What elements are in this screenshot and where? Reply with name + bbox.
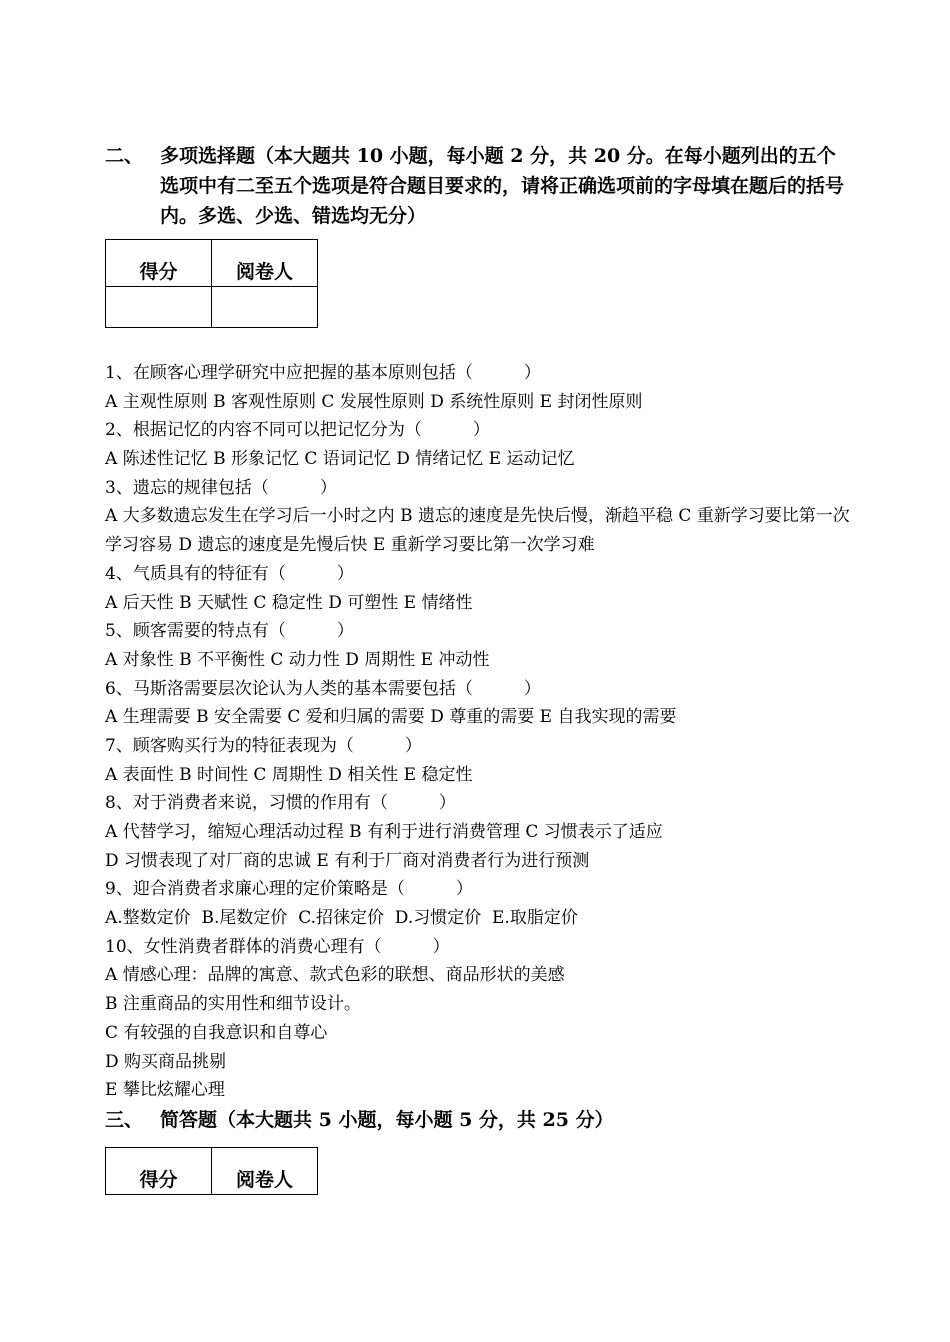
question-3: 3、遗忘的规律包括（ ） [105, 477, 337, 498]
question-7-options: A 表面性 B 时间性 C 周期性 D 相关性 E 稳定性 [105, 764, 473, 785]
reviewer-cell [212, 287, 318, 328]
question-4: 4、气质具有的特征有（ ） [105, 563, 354, 584]
question-6: 6、马斯洛需要层次论认为人类的基本需要包括（ ） [105, 678, 541, 699]
question-10-option-c: C 有较强的自我意识和自尊心 [105, 1022, 328, 1043]
section-2-number: 二、 [105, 145, 144, 167]
question-10-option-e: E 攀比炫耀心理 [105, 1080, 225, 1101]
score-label: 得分 [106, 240, 212, 287]
question-10-option-b: B 注重商品的实用性和细节设计。 [105, 994, 361, 1015]
reviewer-label: 阅卷人 [212, 1148, 318, 1195]
question-9-options: A.整数定价 B.尾数定价 C.招徕定价 D.习惯定价 E.取脂定价 [105, 908, 578, 929]
question-7: 7、顾客购买行为的特征表现为（ ） [105, 735, 422, 756]
question-9: 9、迎合消费者求廉心理的定价策略是（ ） [105, 879, 473, 900]
question-8-options-line-2: D 习惯表现了对厂商的忠诚 E 有利于厂商对消费者行为进行预测 [105, 850, 590, 871]
score-table-section-2 [105, 239, 318, 328]
question-10-option-d: D 购买商品挑剔 [105, 1051, 227, 1072]
question-5-options: A 对象性 B 不平衡性 C 动力性 D 周期性 E 冲动性 [105, 649, 490, 670]
question-3-options: A 大多数遗忘发生在学习后一小时之内 B 遗忘的速度是先快后慢，渐趋平稳 C 重新学习要比第一次学习容易 D 遗忘的速度是先慢后快 E 重新学习要比第一次学习难 [105, 506, 850, 556]
question-2-options: A 陈述性记忆 B 形象记忆 C 语词记忆 D 情绪记忆 E 运动记忆 [105, 449, 575, 470]
question-1: 1、在顾客心理学研究中应把握的基本原则包括（ ） [105, 363, 541, 383]
section-2-heading [105, 141, 850, 231]
question-6-options: A 生理需要 B 安全需要 C 爱和归属的需要 D 尊重的需要 E 自我实现的需要 [105, 707, 677, 728]
question-8-options-line-1: A 代替学习，缩短心理活动过程 B 有利于进行消费管理 C 习惯表示了适应 [105, 822, 663, 843]
question-10-option-a: A 情感心理：品牌的寓意、款式色彩的联想、商品形状的美感 [105, 965, 565, 986]
score-table-section-3 [105, 1147, 318, 1195]
question-5: 5、顾客需要的特点有（ ） [105, 621, 354, 642]
question-2: 2、根据记忆的内容不同可以把记忆分为（ ） [105, 420, 490, 441]
question-8: 8、对于消费者来说，习惯的作用有（ ） [105, 793, 456, 814]
question-4-options: A 后天性 B 天赋性 C 稳定性 D 可塑性 E 情绪性 [105, 592, 473, 613]
reviewer-label: 阅卷人 [212, 240, 318, 287]
section-2-instructions: 多项选择题（本大题共 10 小题，每小题 2 分，共 20 分。在每小题列出的五个选项中有二至五个选项是符合题目要求的，请将正确选项前的字母填在题后的括号内。多选、少选、错选均无分） [160, 145, 845, 227]
section-3-number: 三、 [105, 1109, 144, 1131]
question-1-options: A 主观性原则 B 客观性原则 C 发展性原则 D 系统性原则 E 封闭性原则 [105, 391, 643, 412]
score-cell [106, 287, 212, 328]
section-3-instructions: 简答题（本大题共 5 小题，每小题 5 分，共 25 分） [160, 1109, 614, 1131]
section-3-heading [105, 1105, 850, 1135]
question-list [105, 359, 850, 1105]
score-label: 得分 [106, 1148, 212, 1195]
question-10: 10、女性消费者群体的消费心理有（ ） [105, 936, 450, 957]
